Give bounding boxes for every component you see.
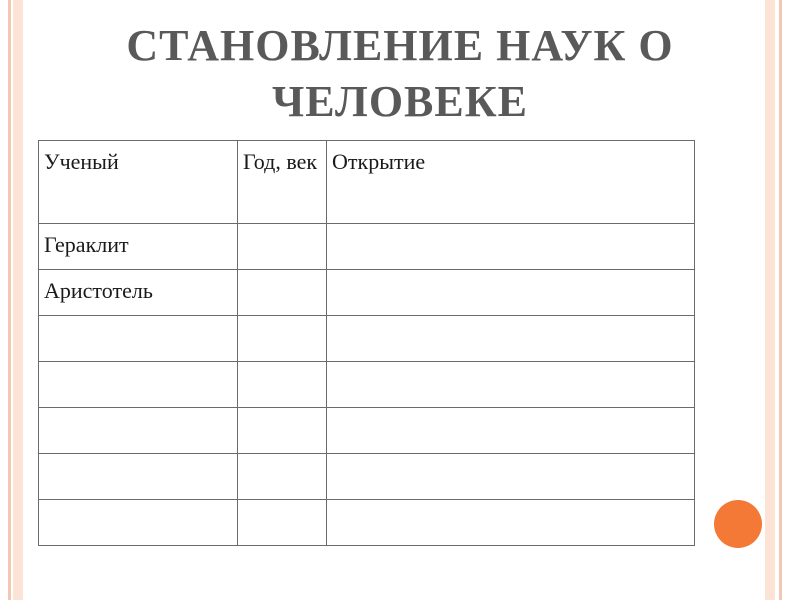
table-row [39, 500, 695, 546]
table-row [39, 224, 695, 270]
table-cell-scientist [39, 362, 238, 408]
table-cell-year [238, 270, 327, 316]
table-cell-year [238, 500, 327, 546]
table-cell-year [238, 362, 327, 408]
table-cell-year [238, 454, 327, 500]
table-row [39, 270, 695, 316]
table-cell-year [238, 224, 327, 270]
slide-frame-left-outer [8, 0, 11, 600]
table-cell-year [238, 316, 327, 362]
table-cell-year [238, 408, 327, 454]
scientists-table [38, 140, 695, 546]
table-cell-scientist [39, 500, 238, 546]
table-cell-discovery [327, 224, 695, 270]
slide-frame-right-outer [779, 0, 782, 600]
table-cell-discovery [327, 408, 695, 454]
slide-frame-left-inner [13, 0, 23, 600]
table-cell-discovery [327, 362, 695, 408]
table-container [38, 140, 695, 546]
table-cell-discovery [327, 316, 695, 362]
table-cell-scientist: Аристотель [39, 270, 238, 316]
table-cell-discovery [327, 454, 695, 500]
table-cell-scientist: Гераклит [39, 224, 238, 270]
table-row [39, 408, 695, 454]
table-cell-scientist [39, 454, 238, 500]
header-discovery: Открытие [327, 141, 695, 224]
slide-frame-right-inner [765, 0, 775, 600]
table-cell-discovery [327, 500, 695, 546]
table-cell-scientist [39, 408, 238, 454]
header-year-century: Год, век [238, 141, 327, 224]
table-row [39, 316, 695, 362]
table-row [39, 454, 695, 500]
header-scientist: Ученый [39, 141, 238, 224]
decorative-orange-circle [714, 500, 762, 548]
table-header-row [39, 141, 695, 224]
table-cell-discovery [327, 270, 695, 316]
table-cell-scientist [39, 316, 238, 362]
slide-title: СТАНОВЛЕНИЕ НАУК О ЧЕЛОВЕКЕ [126, 21, 674, 126]
table-row [39, 362, 695, 408]
